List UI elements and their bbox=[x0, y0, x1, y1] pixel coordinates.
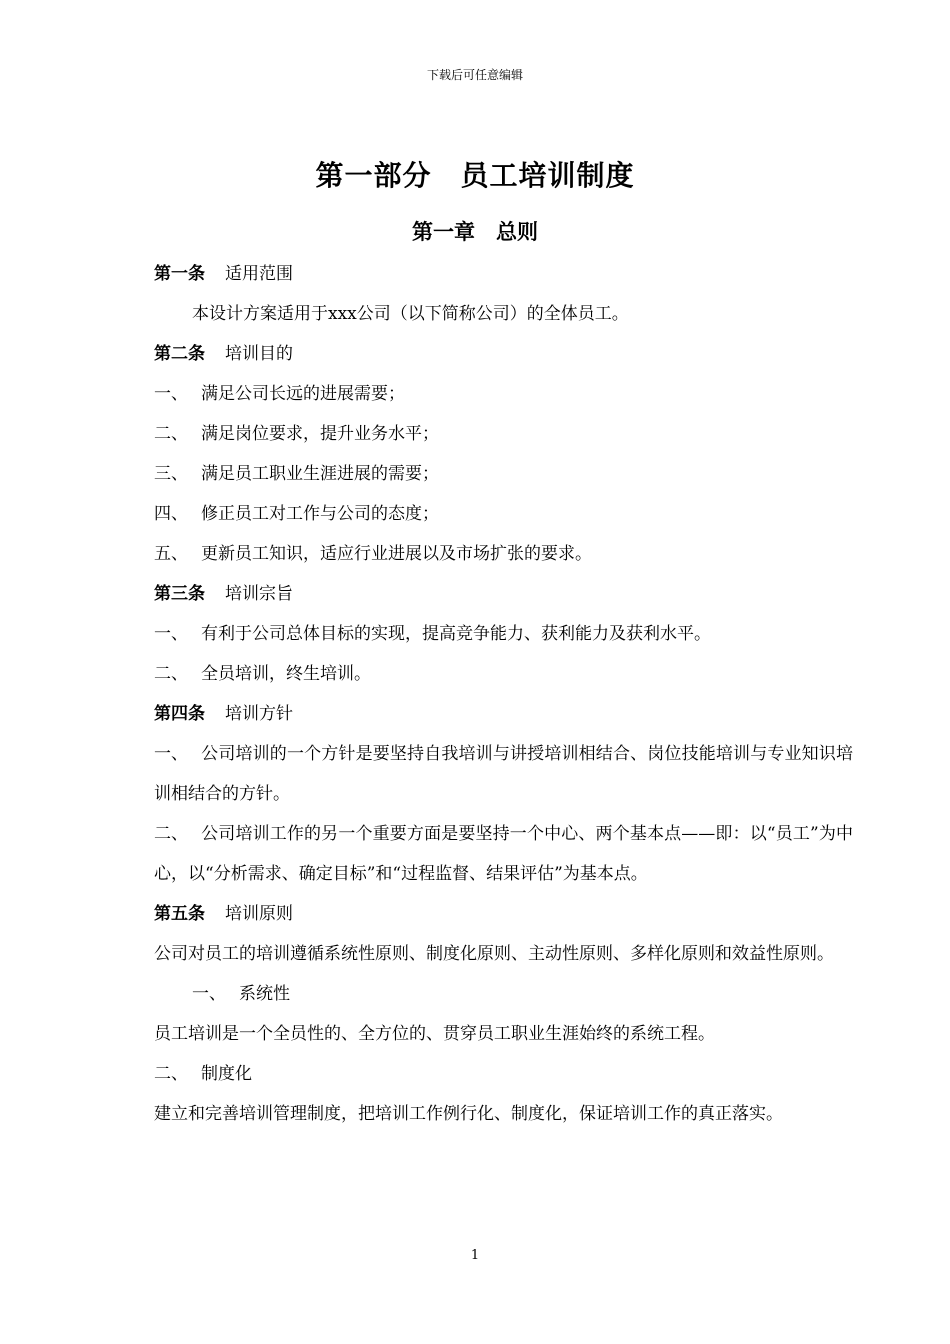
list-item-text: 满足公司长远的进展需要； bbox=[201, 384, 405, 404]
list-item-text: 更新员工知识，适应行业进展以及市场扩张的要求。 bbox=[201, 544, 592, 564]
list-item-text: 公司培训的一个方针是要坚持自我培训与讲授培训相结合、岗位技能培训与专业知识培训相结合的方针。 bbox=[154, 744, 853, 804]
list-item-text: 满足员工职业生涯进展的需要； bbox=[201, 464, 439, 484]
article-paragraph: 公司对员工的培训遵循系统性原则、制度化原则、主动性原则、多样化原则和效益性原则。 bbox=[154, 944, 834, 964]
article-number: 第一条 bbox=[154, 264, 205, 284]
list-item bbox=[117, 734, 853, 814]
list-item-number: 二、 bbox=[154, 824, 188, 844]
list-item-number: 五、 bbox=[154, 544, 188, 564]
list-item bbox=[117, 1054, 853, 1094]
list-item-number: 二、 bbox=[154, 424, 188, 444]
list-item-description: 建立和完善培训管理制度，把培训工作例行化、制度化，保证培训工作的真正落实。 bbox=[154, 1104, 783, 1124]
list-item-text: 制度化 bbox=[201, 1064, 252, 1084]
article-number: 第三条 bbox=[154, 584, 205, 604]
list-item bbox=[117, 374, 853, 414]
list-item-number: 一、 bbox=[154, 744, 188, 764]
list-item-number: 四、 bbox=[154, 504, 188, 524]
list-item bbox=[117, 814, 853, 894]
article-title: 培训宗旨 bbox=[225, 584, 293, 604]
list-item bbox=[117, 534, 853, 574]
article-heading bbox=[117, 334, 853, 374]
list-item-number: 一、 bbox=[154, 624, 188, 644]
list-item bbox=[117, 614, 853, 654]
article-paragraph: 本设计方案适用于xxx公司（以下简称公司）的全体员工。 bbox=[192, 304, 629, 324]
header-note: 下载后可任意编辑 bbox=[426, 68, 523, 82]
list-item-description: 员工培训是一个全员性的、全方位的、贯穿员工职业生涯始终的系统工程。 bbox=[154, 1024, 715, 1044]
article-heading bbox=[117, 574, 853, 614]
article-number: 第五条 bbox=[154, 904, 205, 924]
list-item bbox=[117, 494, 853, 534]
list-item bbox=[117, 414, 853, 454]
list-item-text: 满足岗位要求，提升业务水平； bbox=[201, 424, 439, 444]
list-item-text: 全员培训，终生培训。 bbox=[201, 664, 371, 684]
list-item-text: 系统性 bbox=[239, 984, 290, 1004]
list-item-number: 二、 bbox=[154, 664, 188, 684]
list-item bbox=[117, 974, 853, 1014]
list-item-number: 一、 bbox=[192, 984, 226, 1004]
list-item bbox=[117, 654, 853, 694]
article-title: 适用范围 bbox=[225, 264, 293, 284]
article-title: 培训目的 bbox=[225, 344, 293, 364]
list-item-text: 公司培训工作的另一个重要方面是要坚持一个中心、两个基本点——即：以“员工”为中心，以“分析需求、确定目标”和“过程监督、结果评估”为基本点。 bbox=[154, 824, 853, 884]
article-number: 第四条 bbox=[154, 704, 205, 724]
list-item-number: 三、 bbox=[154, 464, 188, 484]
list-item-number: 一、 bbox=[154, 384, 188, 404]
article-number: 第二条 bbox=[154, 344, 205, 364]
article-heading bbox=[117, 894, 853, 934]
page-number: 1 bbox=[470, 1248, 480, 1263]
list-item bbox=[117, 454, 853, 494]
article-heading bbox=[117, 254, 853, 294]
list-item-text: 修正员工对工作与公司的态度； bbox=[201, 504, 439, 524]
article-title: 培训方针 bbox=[225, 704, 293, 724]
article-heading bbox=[117, 694, 853, 734]
list-item-text: 有利于公司总体目标的实现，提高竞争能力、获利能力及获利水平。 bbox=[201, 624, 711, 644]
document-body bbox=[117, 254, 853, 1134]
list-item-number: 二、 bbox=[154, 1064, 188, 1084]
chapter-heading: 第一章 总则 bbox=[412, 220, 538, 244]
article-title: 培训原则 bbox=[225, 904, 293, 924]
document-title: 第一部分 员工培训制度 bbox=[315, 159, 635, 192]
